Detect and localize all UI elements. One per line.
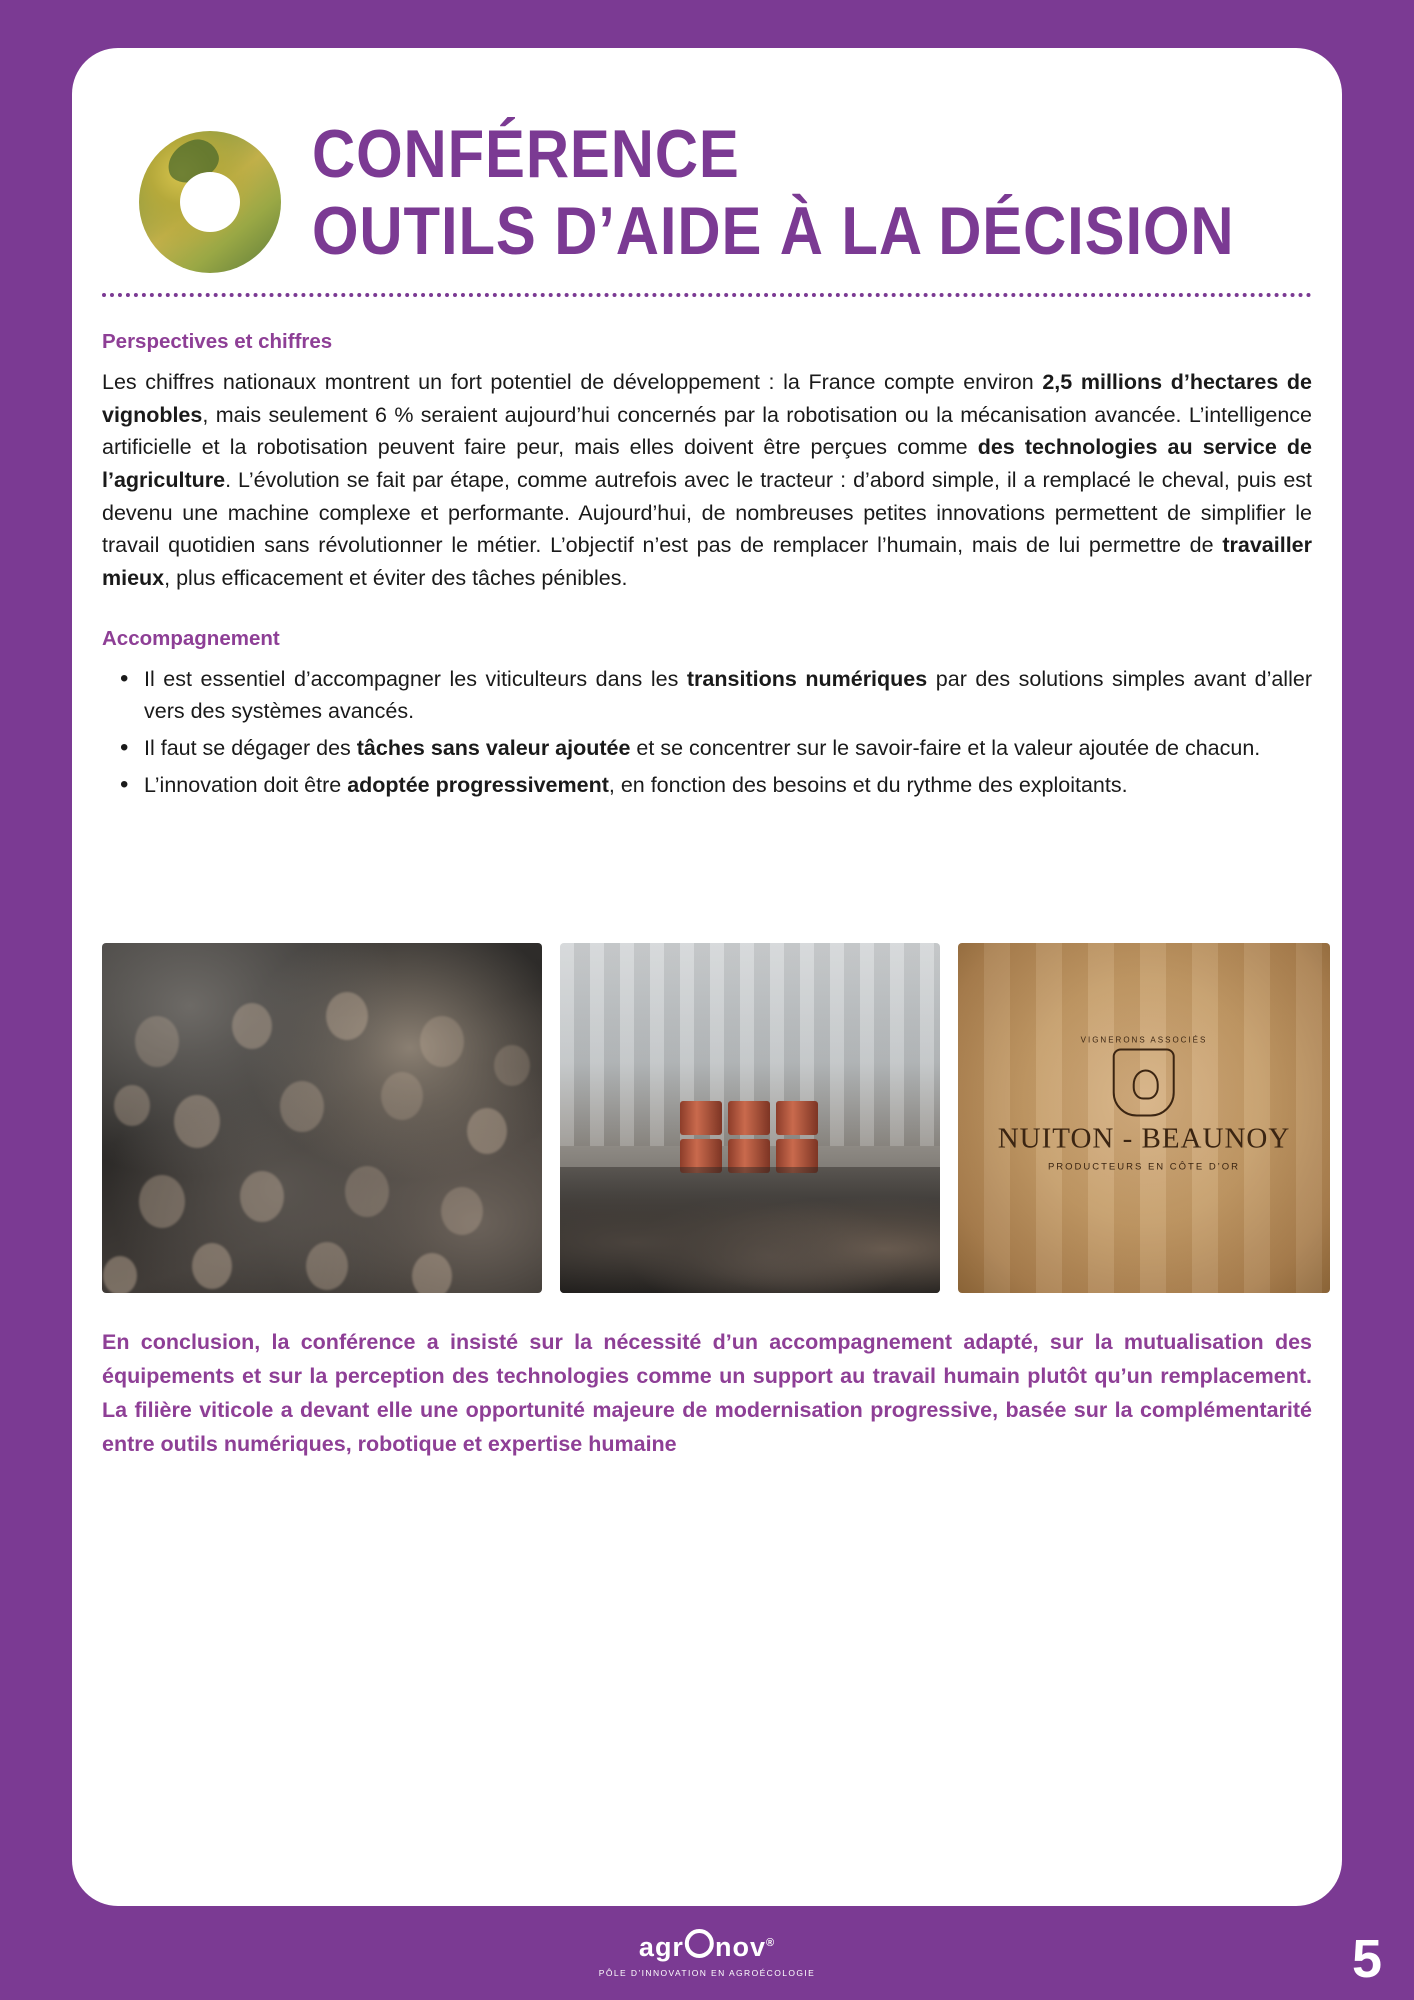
agronov-ring-logo-icon bbox=[139, 131, 281, 273]
plain-text: et se concentrer sur le savoir-faire et la valeur ajoutée de chacun. bbox=[630, 736, 1261, 761]
plain-text: . L’évolution se fait par étape, comme autrefois avec le tracteur : d’abord simple, il a remplacé le cheval, puis est devenu une machine complexe et performante. Aujourd’hui, de nombreuses petites innovations permettent de simplifier le travail quotidien sans révolutionner le métier. L’objectif n’est pas de remplacer l’humain, mais de lui permettre de bbox=[102, 468, 1312, 558]
page-number: 5 bbox=[1351, 1929, 1382, 1989]
footer-brand-prefix: agr bbox=[638, 1932, 684, 1962]
list-item bbox=[142, 732, 1312, 765]
plain-text: , en fonction des besoins et du rythme des exploitants. bbox=[608, 772, 1128, 797]
photo-barrel-stamp bbox=[958, 943, 1330, 1293]
person-shape bbox=[240, 1171, 284, 1222]
person-shape bbox=[381, 1072, 423, 1120]
person-shape bbox=[412, 1253, 452, 1293]
person-shape bbox=[192, 1243, 232, 1289]
plain-text: par des solutions simples avant d’aller vers des systèmes avancés. bbox=[144, 666, 1312, 724]
person-shape bbox=[232, 1003, 272, 1049]
person-shape bbox=[114, 1085, 150, 1126]
person-shape bbox=[280, 1081, 324, 1132]
article-body bbox=[102, 330, 1312, 805]
plain-text: , plus efficacement et éviter des tâches pénibles. bbox=[164, 566, 628, 591]
header-divider bbox=[102, 293, 1312, 297]
plain-text: Les chiffres nationaux montrent un fort potentiel de développement : la France compte environ bbox=[102, 370, 1043, 394]
photo-cellar-tanks bbox=[560, 943, 940, 1293]
paragraph-perspectives bbox=[102, 366, 1312, 595]
list-item bbox=[142, 769, 1312, 802]
barrel-brand-stamp bbox=[998, 1036, 1291, 1173]
emphasis-text: adoptée progressivement bbox=[347, 772, 609, 797]
footer-tagline: PÔLE D’INNOVATION EN AGROÉCOLOGIE bbox=[598, 1968, 816, 1978]
person-shape bbox=[174, 1095, 220, 1148]
list-item bbox=[142, 663, 1312, 728]
page-title bbox=[312, 116, 1312, 269]
person-shape bbox=[326, 992, 368, 1040]
plain-text: , mais seulement 6 % seraient aujourd’hui concernés par la robotisation ou la mécanisation avancée. L’intelligence artificielle et la robotisation peuvent faire peur, mais elles doivent être perçues comme bbox=[102, 402, 1312, 460]
stamp-sub-text: PRODUCTEURS EN CÔTE D’OR bbox=[1047, 1161, 1241, 1173]
footer-brand bbox=[599, 1929, 815, 1963]
person-shape bbox=[139, 1175, 185, 1228]
person-shape bbox=[345, 1166, 389, 1217]
stamp-brand-name: NUITON - BEAUNOY bbox=[997, 1122, 1291, 1155]
o-ring-icon bbox=[685, 1929, 714, 1958]
emphasis-text: transitions numériques bbox=[686, 666, 928, 691]
person-shape bbox=[103, 1256, 137, 1293]
emphasis-text: tâches sans valeur ajoutée bbox=[356, 736, 631, 761]
cellar-audience bbox=[560, 1167, 940, 1293]
section-heading-perspectives: Perspectives et chiffres bbox=[102, 330, 333, 353]
person-shape bbox=[441, 1187, 483, 1235]
footer-logo bbox=[599, 1929, 815, 1978]
tank-shape bbox=[680, 1101, 722, 1135]
emphasis-text: travailler mieux bbox=[102, 533, 1312, 591]
content-sheet bbox=[72, 48, 1342, 1906]
spacer bbox=[102, 595, 1312, 627]
emphasis-text: 2,5 millions d’hectares de vignobles bbox=[102, 370, 1313, 427]
person-shape bbox=[420, 1016, 464, 1067]
person-shape bbox=[306, 1242, 348, 1290]
stamp-top-text: VIGNERONS ASSOCIÉS bbox=[1080, 1035, 1208, 1045]
plain-text: L’innovation doit être bbox=[144, 772, 348, 797]
photo-row bbox=[102, 943, 1312, 1293]
leaf-icon bbox=[162, 134, 224, 188]
footer-brand-suffix: nov bbox=[714, 1932, 766, 1962]
plain-text: Il faut se dégager des bbox=[144, 736, 357, 761]
emphasis-text: des technologies au service de l’agriculture bbox=[102, 435, 1312, 493]
page-header bbox=[72, 48, 1342, 298]
bullet-list-accompagnement bbox=[102, 663, 1312, 802]
person-shape bbox=[494, 1045, 530, 1086]
title-line-1: CONFÉRENCE bbox=[312, 116, 740, 192]
photo-group-visit bbox=[102, 943, 542, 1293]
tank-shape bbox=[776, 1101, 818, 1135]
plain-text: Il est essentiel d’accompagner les viticulteurs dans les bbox=[144, 666, 687, 691]
person-shape bbox=[135, 1016, 179, 1067]
tank-shape bbox=[728, 1101, 770, 1135]
title-line-2: OUTILS D’AIDE À LA DÉCISION bbox=[312, 192, 1235, 269]
crest-icon bbox=[1113, 1049, 1175, 1117]
section-heading-accompagnement: Accompagnement bbox=[102, 626, 280, 650]
person-shape bbox=[467, 1108, 507, 1154]
conclusion-text: En conclusion, la conférence a insisté sur la nécessité d’un accompagnement adapté, sur la mutualisation des équipements et sur la perception des technologies comme un support au travail humain plutôt qu’un remplacement. La filière viticole a devant elle une opportunité majeure de modernisation progressive, basée sur la complémentarité entre outils numériques, robotique et expertise humaine bbox=[102, 1330, 1312, 1456]
footer-brand-mark: ® bbox=[765, 1937, 776, 1949]
